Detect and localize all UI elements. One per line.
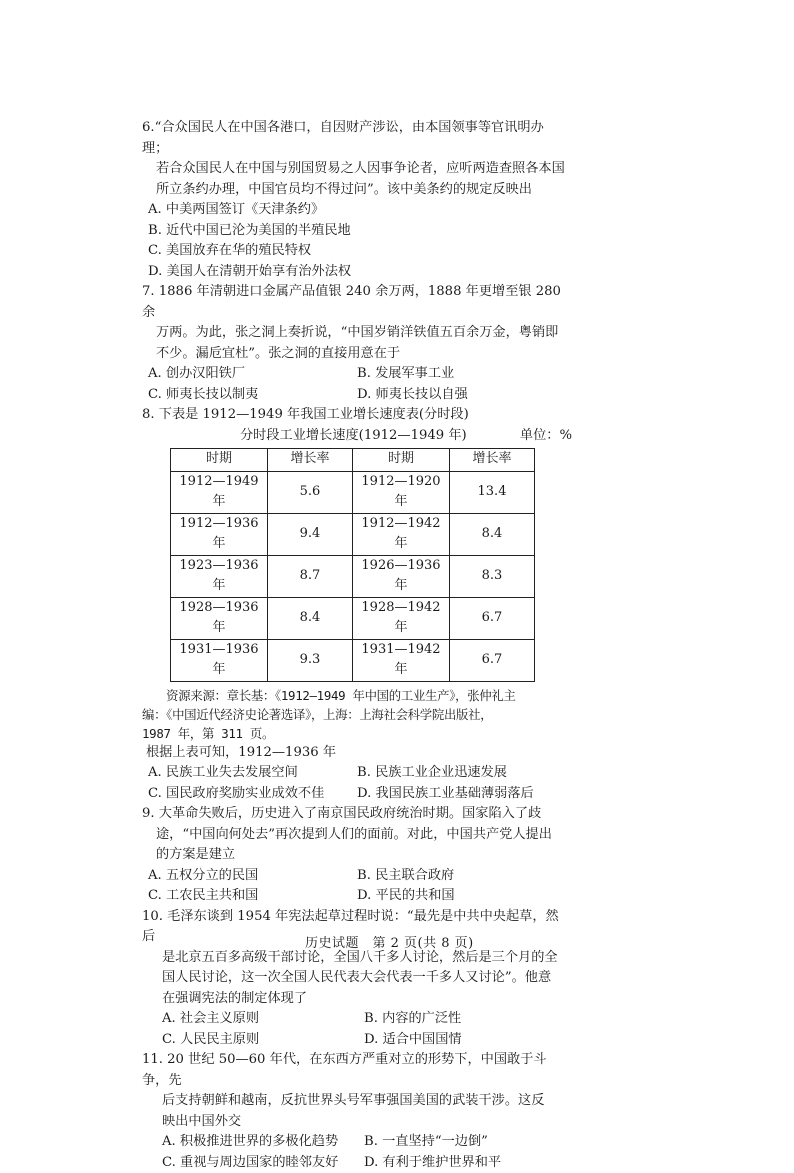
table-source-line: 编：《中国近代经济史论著选译》，上海：上海社会科学院出版社， (142, 705, 566, 724)
question-9-option-d: D. 平民的共和国 (357, 886, 566, 907)
table-row (171, 597, 535, 639)
table-cell: 8.3 (450, 555, 535, 597)
question-7-options-row-1 (142, 364, 566, 385)
table-source-line: 1987 年，第 311 页。 (142, 724, 566, 743)
question-11 (142, 1050, 566, 1173)
question-10 (142, 907, 566, 1051)
question-7-option-c: C. 师夷长技以制夷 (148, 385, 357, 406)
question-11-option-a: A. 积极推进世界的多极化趋势 (162, 1132, 364, 1153)
table-header-cell: 增长率 (268, 448, 353, 471)
table-cell: 1928—1942 年 (353, 597, 450, 639)
question-7 (142, 282, 566, 405)
question-7-option-b: B. 发展军事工业 (357, 364, 566, 385)
question-10-line-4: 在强调宪法的制定体现了 (142, 989, 566, 1010)
question-11-option-b: B. 一直坚持“一边倒” (364, 1132, 566, 1153)
table-header-row (171, 448, 535, 471)
table-row (171, 471, 535, 513)
question-7-line-3: 不少。漏卮宜杜”。张之洞的直接用意在于 (142, 344, 566, 365)
table-cell: 9.4 (268, 513, 353, 555)
question-6 (142, 118, 566, 282)
question-6-line-1: 6.“合众国民人在中国各港口，自因财产涉讼，由本国领事等官讯明办理； (142, 118, 566, 159)
question-6-option-b: B. 近代中国已沦为美国的半殖民地 (142, 221, 566, 242)
question-7-option-a: A. 创办汉阳铁厂 (148, 364, 357, 385)
question-10-options-row-2 (142, 1030, 566, 1051)
question-8 (142, 405, 566, 804)
question-6-option-c: C. 美国放弃在华的殖民特权 (142, 241, 566, 262)
table-cell: 1931—1942 年 (353, 639, 450, 681)
question-9-line-3: 的方案是建立 (142, 845, 566, 866)
table-cell: 1926—1936 年 (353, 555, 450, 597)
question-10-option-b: B. 内容的广泛性 (364, 1009, 566, 1030)
table-cell: 1912—1920 年 (353, 471, 450, 513)
question-9-line-2: 途，“中国向何处去”再次提到人们的面前。对此，中国共产党人提出 (142, 825, 566, 846)
question-6-option-a: A. 中美两国签订《天津条约》 (142, 200, 566, 221)
table-cell: 8.4 (450, 513, 535, 555)
question-10-option-d: D. 适合中国国情 (364, 1030, 566, 1051)
question-8-prompt: 根据上表可知，1912—1936 年 (142, 743, 566, 764)
question-9-options-row-2 (142, 886, 566, 907)
table-caption-row (142, 426, 566, 446)
question-7-line-2: 万两。为此，张之洞上奏折说，“中国岁销洋铁值五百余万金，粤销即 (142, 323, 566, 344)
table-cell: 1912—1942 年 (353, 513, 450, 555)
question-8-options-row-1 (142, 763, 566, 784)
question-6-option-d: D. 美国人在清朝开始享有治外法权 (142, 262, 566, 283)
question-6-line-3: 所立条约办理，中国官员均不得过问”。该中美条约的规定反映出 (142, 180, 566, 201)
question-10-line-1: 10. 毛泽东谈到 1954 年宪法起草过程时说：“最先是中共中央起草，然后 (142, 907, 566, 948)
table-cell: 6.7 (450, 639, 535, 681)
question-10-option-c: C. 人民民主原则 (162, 1030, 364, 1051)
table-row (171, 555, 535, 597)
table-cell: 1923—1936 年 (171, 555, 268, 597)
question-10-line-3: 国人民讨论，这一次全国人民代表大会代表一千多人又讨论”。他意 (142, 968, 566, 989)
table-source-line: 资源来源：章长基：《1912—1949 年中国的工业生产》，张仲礼主 (142, 686, 566, 705)
table-unit: 单位：% (520, 426, 572, 447)
table-header-cell: 时期 (171, 448, 268, 471)
question-7-option-d: D. 师夷长技以自强 (357, 385, 566, 406)
question-11-line-2: 后支持朝鲜和越南，反抗世界头号军事强国美国的武装干涉。这反 (142, 1091, 566, 1112)
table-cell: 1912—1949 年 (171, 471, 268, 513)
table-row (171, 639, 535, 681)
question-11-option-d: D. 有利于维护世界和平 (364, 1153, 566, 1173)
table-header-cell: 增长率 (450, 448, 535, 471)
table-cell: 8.4 (268, 597, 353, 639)
question-8-option-a: A. 民族工业失去发展空间 (148, 763, 357, 784)
question-11-line-3: 映出中国外交 (142, 1112, 566, 1133)
question-11-options-row-2 (142, 1153, 566, 1173)
table-source (142, 686, 566, 743)
question-8-option-c: C. 国民政府奖励实业成效不佳 (148, 784, 357, 805)
page-footer: 历史试题 第 2 页(共 8 页) (305, 932, 474, 951)
question-9-option-b: B. 民主联合政府 (357, 866, 566, 887)
question-9-line-1: 9. 大革命失败后，历史进入了南京国民政府统治时期。国家陷入了歧 (142, 804, 566, 825)
question-7-options-row-2 (142, 385, 566, 406)
question-6-line-2: 若合众国民人在中国与别国贸易之人因事争论者，应听两造查照各本国 (142, 159, 566, 180)
table-cell: 1912—1936 年 (171, 513, 268, 555)
question-8-option-d: D. 我国民族工业基础薄弱落后 (357, 784, 566, 805)
table-title: 分时段工业增长速度(1912—1949 年) (240, 426, 467, 447)
table-cell: 5.6 (268, 471, 353, 513)
exam-page (142, 118, 566, 1173)
question-11-option-c: C. 重视与周边国家的睦邻友好 (162, 1153, 364, 1173)
table-cell: 8.7 (268, 555, 353, 597)
table-cell: 9.3 (268, 639, 353, 681)
question-8-stem: 8. 下表是 1912—1949 年我国工业增长速度表(分时段) (142, 405, 566, 426)
table-cell: 13.4 (450, 471, 535, 513)
question-8-option-b: B. 民族工业企业迅速发展 (357, 763, 566, 784)
question-10-option-a: A. 社会主义原则 (162, 1009, 364, 1030)
question-9-options-row-1 (142, 866, 566, 887)
table-cell: 1931—1936 年 (171, 639, 268, 681)
question-10-options-row-1 (142, 1009, 566, 1030)
question-9-option-c: C. 工农民主共和国 (148, 886, 357, 907)
table-cell: 6.7 (450, 597, 535, 639)
table-header-cell: 时期 (353, 448, 450, 471)
question-11-options-row-1 (142, 1132, 566, 1153)
growth-rate-table (170, 448, 535, 682)
question-11-line-1: 11. 20 世纪 50—60 年代，在东西方严重对立的形势下，中国敢于斗争，先 (142, 1050, 566, 1091)
question-10-line-2: 是北京五百多高级干部讨论，全国八千多人讨论，然后是三个月的全 (142, 948, 566, 969)
question-8-options-row-2 (142, 784, 566, 805)
question-9-option-a: A. 五权分立的民国 (148, 866, 357, 887)
table-cell: 1928—1936 年 (171, 597, 268, 639)
question-9 (142, 804, 566, 907)
table-row (171, 513, 535, 555)
question-7-line-1: 7. 1886 年清朝进口金属产品值银 240 余万两，1888 年更增至银 280 余 (142, 282, 566, 323)
